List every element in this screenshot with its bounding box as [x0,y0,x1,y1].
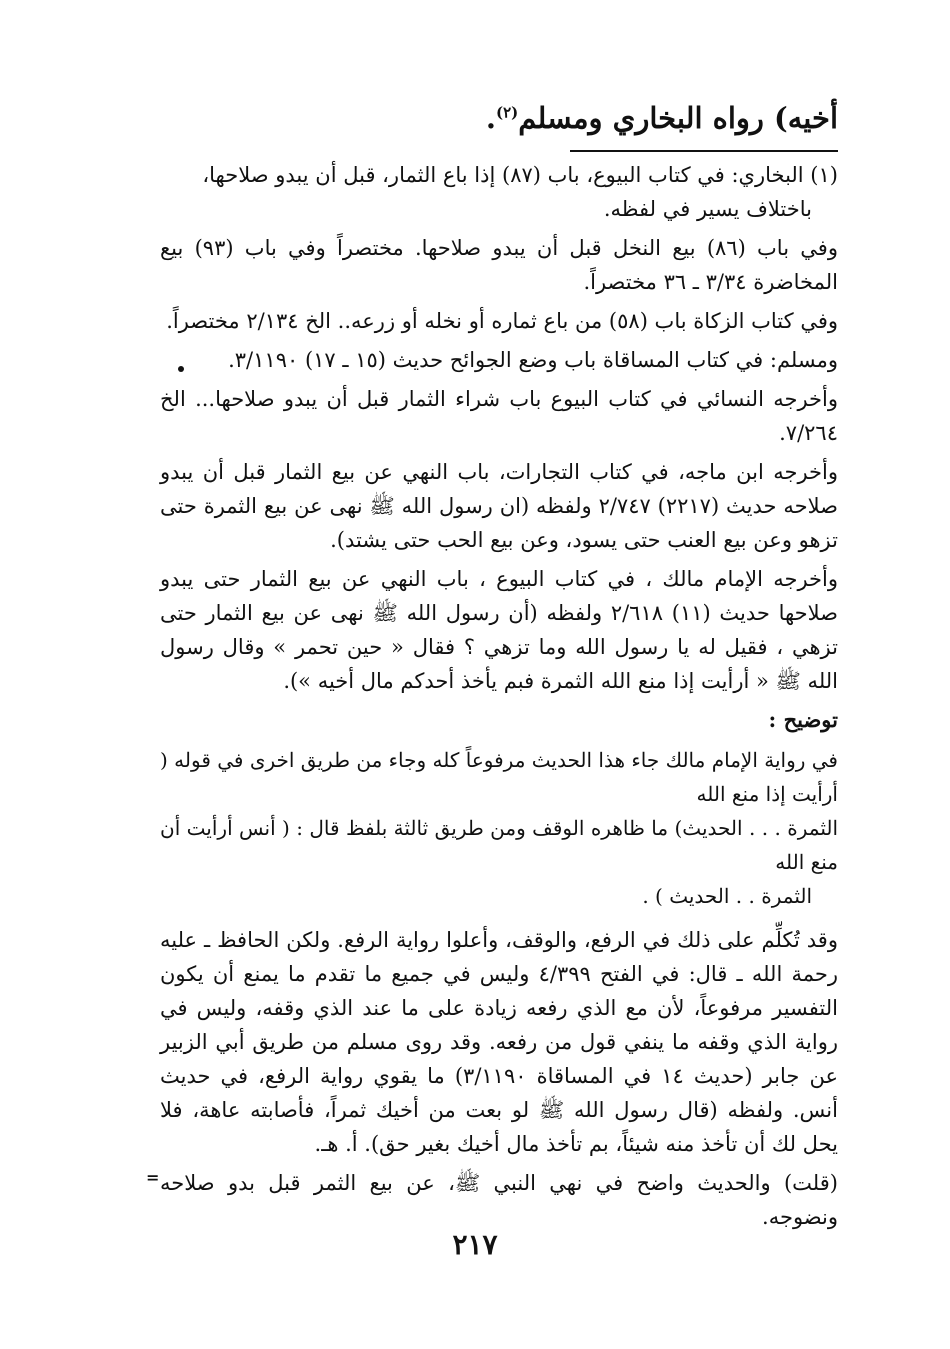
clarification-label: توضيح : [768,707,838,732]
clarification-block [160,743,838,913]
page-number: ٢١٧ [452,1228,498,1261]
clarification-line: الثمرة . . . الحديث) ما ظاهره الوقف ومن طريق ثالثة بلفظ قال : ( أنس أرأيت أن منع الله [160,816,839,874]
main-text: أخيه) رواه البخاري ومسلم [518,101,838,135]
ink-dot [178,366,184,372]
discussion-paragraph: (قلت) والحديث واضح في نهي النبي ﷺ، عن بيع الثمر قبل بدو صلاحه ونضوجه. [160,1171,838,1229]
footnote-paragraph: وفي باب (٨٦) بيع النخل قبل أن يبدو صلاحها. مختصراً وفي باب (٩٣) بيع المخاضرة ٣/٣٤ ـ ٣٦ مختصراً. [160,236,838,294]
discussion-paragraph: وقد تُكلِّم على ذلك في الرفع، والوقف، وأعلوا رواية الرفع. ولكن الحافظ ـ عليه رحمة الله ـ قال: في الفتح ٤/٣٩٩ وليس في جميع ما تقدم ما يمنع أن يكون التفسير مرفوعاً، لأن مع الذي رفعه زيادة على ما عند الذي وقفه، وليس في رواية الذي وقفه ما ينفي قول من رفعه. وقد روى مسلم من طريق أبي الزبير عن جابر (حديث ١٤ في المساقاة ٣/١١٩٠) ما يقوي رواية الرفع، في حديث أنس. ولفظه (قال رسول الله ﷺ لو بعت من أخيك ثمراً، فأصابته عاهة، فلا يحل لك أن تأخذ منه شيئاً، بم تأخذ مال أخيك بغير حق). أ. هـ. [160,928,838,1156]
main-text-end: . [485,101,496,135]
main-text-line [160,98,838,138]
footnotes-section [160,158,838,1239]
footnote-paragraph: وأخرجه الإمام مالك ، في كتاب البيوع ، باب النهي عن بيع الثمار حتى يبدو صلاحها حديث (١١) ٢/٦١٨ ولفظه (أن رسول الله ﷺ نهى عن بيع الثمار حتى تزهي ، فقيل له يا رسول الله وما تزهي ؟ فقال « حين تحمر » وقال رسول الله ﷺ « أرأيت إذا منع الله الثمرة فبم يأخذ أحدكم مال أخيه »). [160,567,839,693]
clarification-line: في رواية الإمام مالك جاء هذا الحديث مرفوعاً كله وجاء من طريق اخرى في قوله ( أرأيت إذا منع الله [160,748,838,806]
footnote-paragraph: وفي كتاب الزكاة باب (٥٨) من باع ثماره أو نخله أو زرعه.. الخ ٢/١٣٤ مختصراً. [166,309,838,333]
footnote-paragraph: ومسلم: في كتاب المساقاة باب وضع الجوائح حديث (١٥ ـ ١٧) ٣/١١٩٠. [228,348,838,372]
footnote-paragraph: وأخرجه ابن ماجه، في كتاب التجارات، باب النهي عن بيع الثمار قبل أن يبدو صلاحه حديث (٢٢١٧) ٢/٧٤٧ ولفظه (ان رسول الله ﷺ نهى عن بيع الثمرة حتى تزهو وعن بيع العنب حتى يسود، وعن بيع الحب حتى يشتد). [160,460,838,552]
margin-mark: = [146,1168,160,1187]
footnote-1-continuation: باختلاف يسير في لفظه. [603,197,812,221]
clarification-line: الثمرة . . الحديث ) . [642,884,812,908]
footnote-1-line: (١) البخاري: في كتاب البيوع، باب (٨٧) إذا باع الثمار، قبل أن يبدو صلاحها، [202,163,838,187]
footnote-separator [570,150,838,152]
footnote-paragraph: وأخرجه النسائي في كتاب البيوع باب شراء الثمار قبل أن يبدو صلاحها... الخ ٧/٢٦٤. [160,387,838,445]
footnote-reference: (٢) [495,103,519,122]
